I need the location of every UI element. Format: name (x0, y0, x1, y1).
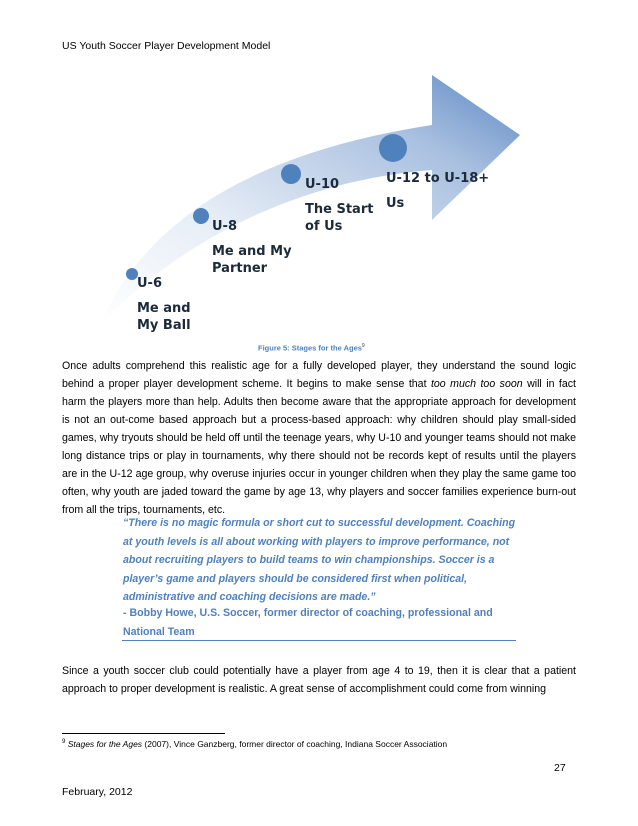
footnote-number: 9 (62, 739, 66, 746)
pull-quote: “There is no magic formula or short cut to successful development. Coaching at youth levels is all about working with players to improve performance, not about recruiting players to build teams to win championships. Soccer is a player’s game and players should be considered first when political, administrative and coaching decisions are made.” (123, 517, 516, 603)
para-text: Once adults comprehend this realistic age for a fully developed player, they understand the sound logic behind a proper player development scheme. It begins to make sense that (62, 360, 576, 390)
footnote-ref: 9 (361, 343, 365, 349)
figure-caption (258, 343, 365, 353)
quote-divider (122, 640, 516, 641)
body-paragraph: Since a youth soccer club could potentially have a player from age 4 to 19, then it is clear that a patient approach to proper development is realistic. A great sense of accomplishment could come from winning (62, 665, 576, 695)
stage-u8 (212, 218, 292, 277)
stage-desc-line: The Start (305, 202, 374, 217)
para-emphasis: too much too soon (430, 378, 523, 390)
body-paragraph (62, 357, 576, 519)
stage-desc-line: Partner (212, 261, 268, 276)
quote-attribution: - Bobby Howe, U.S. Soccer, former director of coaching, professional and National Team (123, 607, 493, 638)
stage-age: U-10 (305, 177, 340, 192)
caption-text: Figure 5: Stages for the Ages (258, 343, 362, 353)
stage-u6 (137, 275, 191, 334)
footer-date: February, 2012 (62, 786, 133, 798)
para-text: will in fact harm the players more than help. Adults then become aware that the appropriate approach for development is not an out-come based approach but a process-based approach: why children should play small-sided games, why tryouts should be held off until the teenage years, why U-10 and younger teams should not make long distance trips or play in tournaments, why there should not be records kept of results until the players are in the U-12 age group, why overuse injuries occur in younger children when they play the same game too often, why youth are jaded toward the game by age 13, why players and soccer families experience burn-out from all the trips, tournaments, etc. (62, 378, 576, 516)
stage-node-u10 (281, 164, 301, 184)
stage-node-u12 (379, 134, 407, 162)
stage-desc-line: Me and My (212, 244, 292, 259)
footnote-title: Stages for the Ages (67, 739, 143, 749)
stage-age: U-6 (137, 276, 162, 291)
stage-desc-line: of Us (305, 219, 343, 234)
stage-age: U-8 (212, 219, 237, 234)
stage-node-u8 (193, 208, 209, 224)
footnote-text: (2007), Vince Ganzberg, former director of coaching, Indiana Soccer Association (142, 739, 448, 749)
stage-age: U-12 to U-18+ (386, 171, 490, 186)
stage-u12 (386, 170, 489, 212)
stage-desc-line: Me and (137, 301, 191, 316)
stage-u10 (305, 176, 373, 235)
page-number: 27 (554, 762, 566, 774)
running-header: US Youth Soccer Player Development Model (62, 40, 271, 52)
footnote (62, 739, 447, 749)
footnote-divider (62, 733, 225, 734)
stage-desc-line: Us (386, 196, 405, 211)
stage-desc-line: My Ball (137, 318, 191, 333)
